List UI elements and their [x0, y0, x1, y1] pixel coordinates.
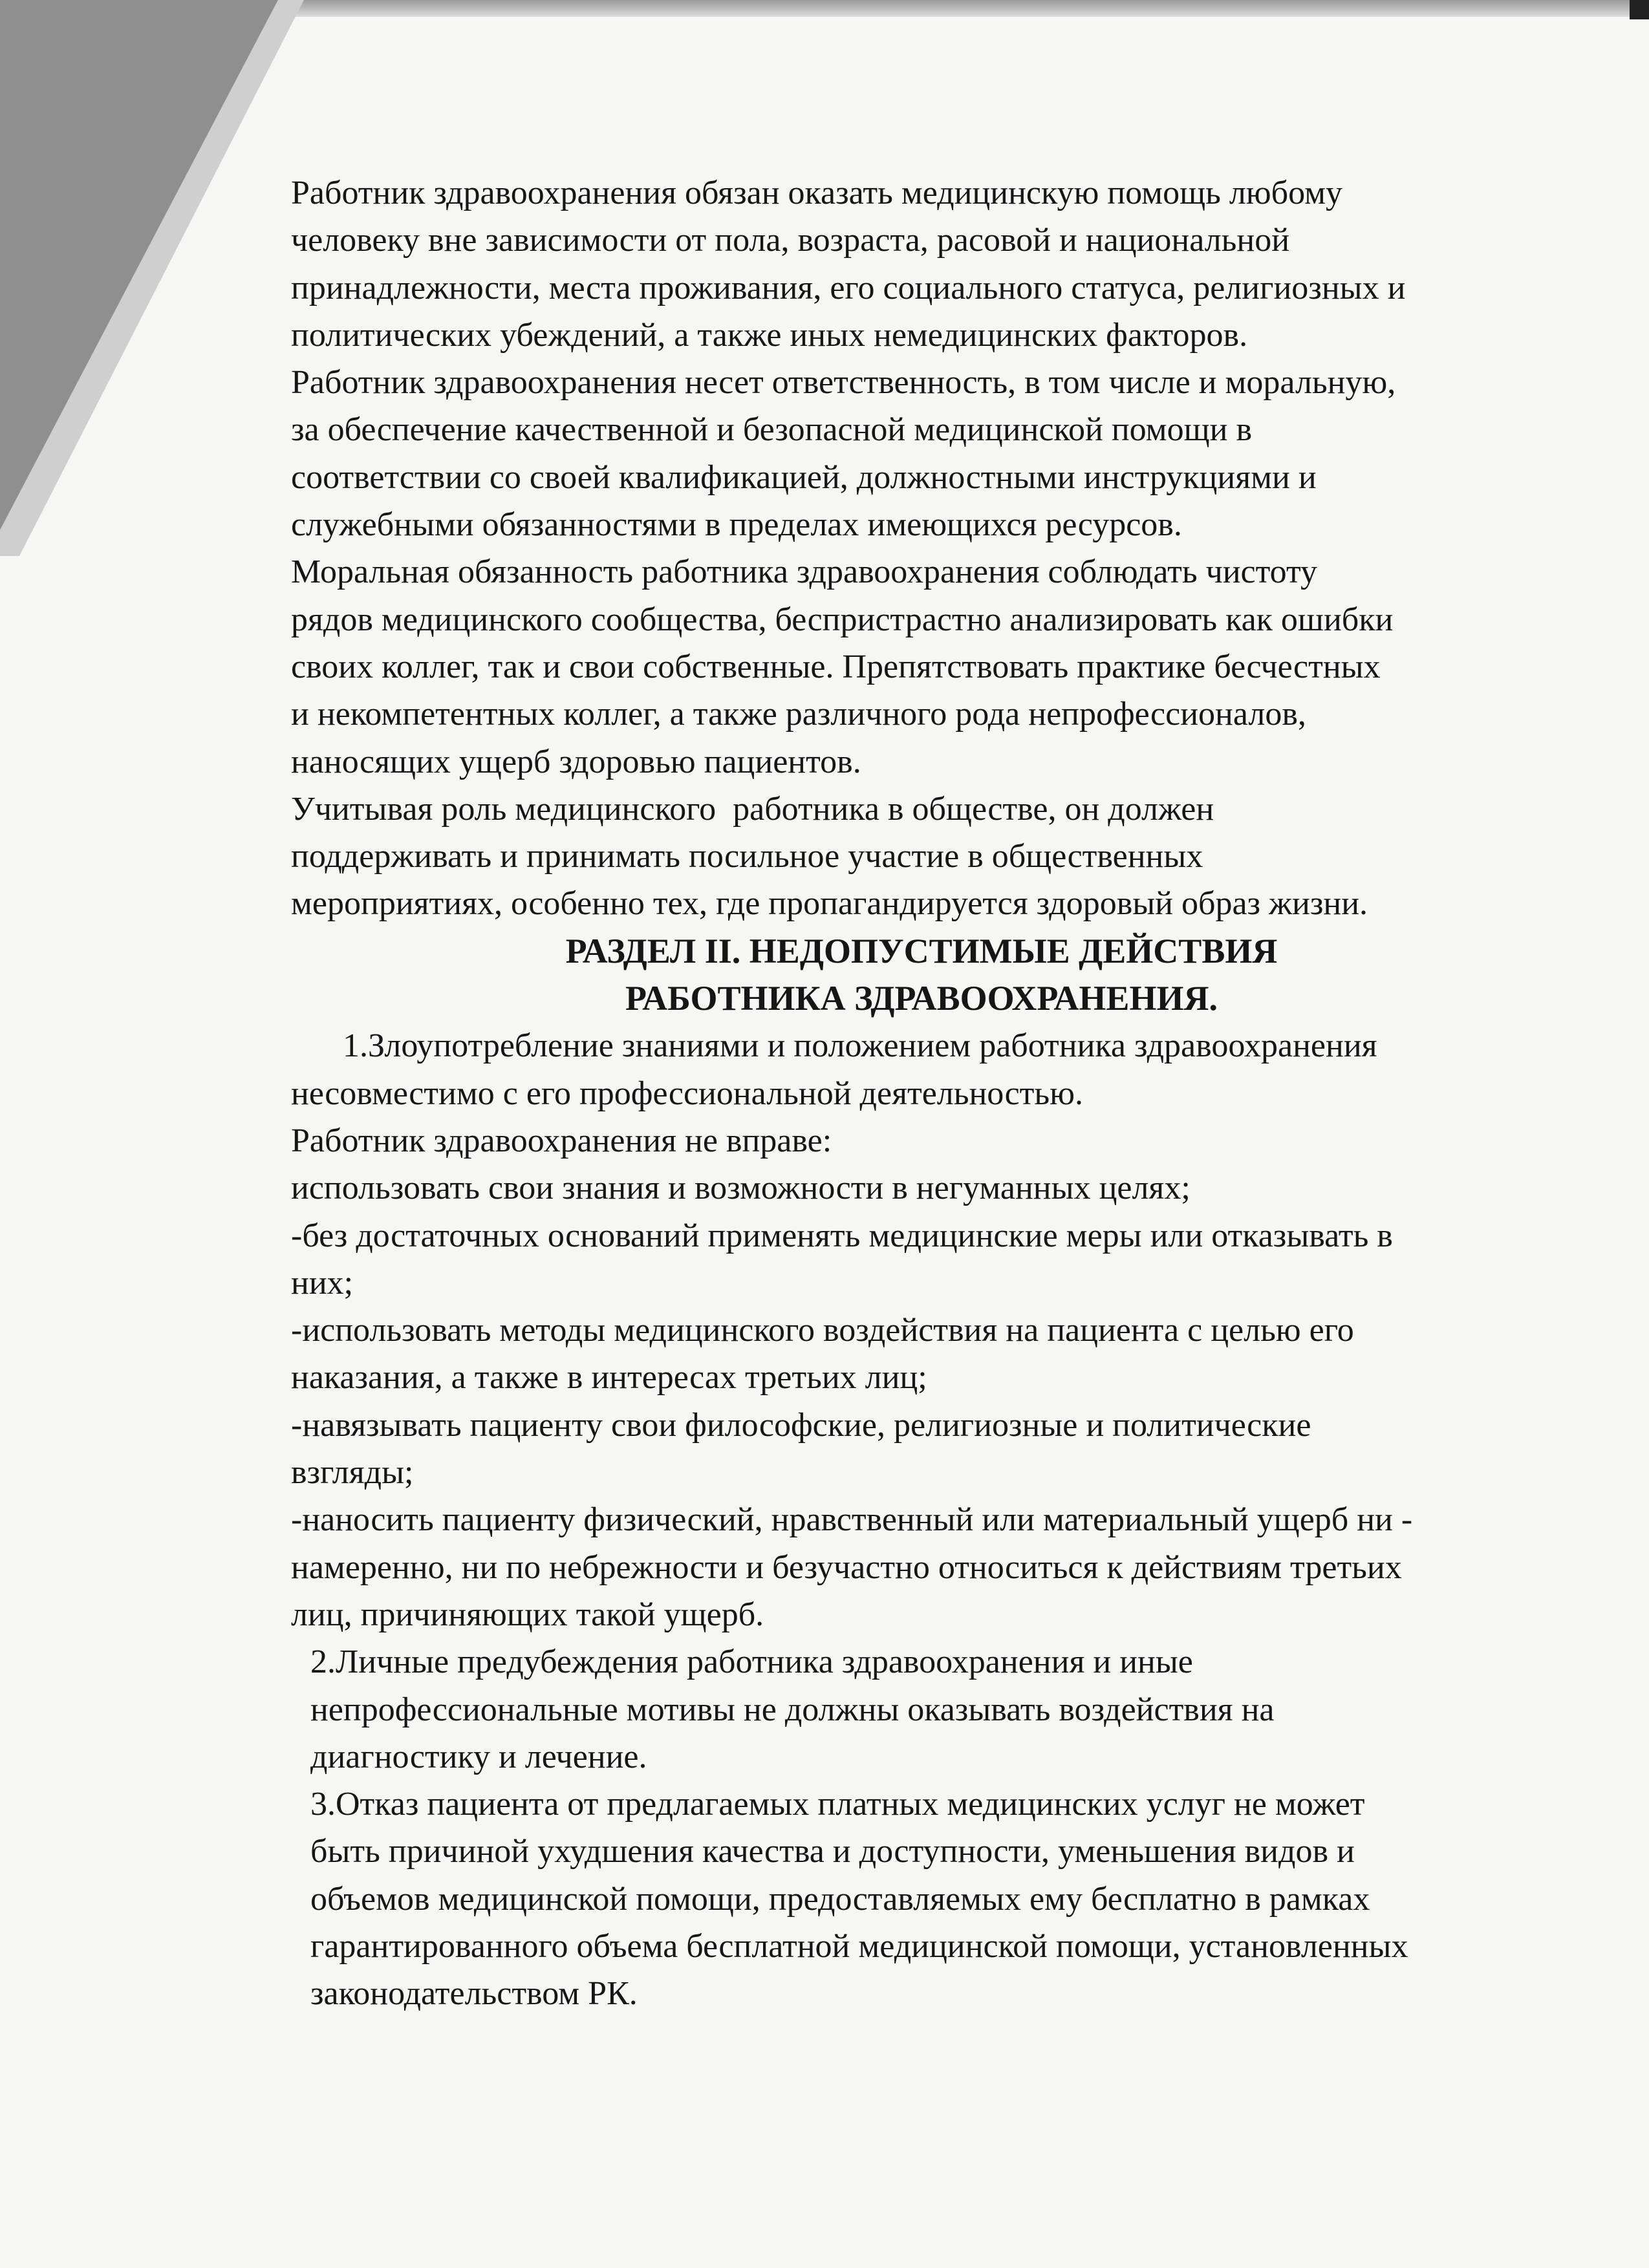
text-line: наносящих ущерб здоровью пациентов.: [291, 743, 861, 780]
text-line: принадлежности, места проживания, его социального статуса, религиозных и: [291, 269, 1406, 306]
text-line: соответствии со своей квалификацией, должностными инструкциями и: [291, 458, 1317, 496]
list-item-1: 1.Злоупотребление знаниями и положением работника здравоохранения: [343, 1027, 1377, 1065]
text-line: -наносить пациенту физический, нравственный или материальный ущерб ни -: [291, 1501, 1413, 1539]
text-line: -навязывать пациенту свои философские, религиозные и политические: [291, 1406, 1311, 1444]
text-line: непрофессиональные мотивы не должны оказывать воздействия на: [310, 1691, 1275, 1728]
section-heading: РАБОТНИКА ЗДРАВООХРАНЕНИЯ.: [625, 979, 1218, 1018]
text-line: намеренно, ни по небрежности и безучастно относиться к действиям третьих: [291, 1548, 1402, 1586]
text-line: мероприятиях, особенно тех, где пропагандируется здоровый образ жизни.: [291, 885, 1368, 923]
text-line: человеку вне зависимости от пола, возраста, расовой и национальной: [291, 222, 1290, 259]
text-line: Работник здравоохранения несет ответственность, в том числе и моральную,: [291, 364, 1396, 401]
text-line: служебными обязанностями в пределах имеющихся ресурсов.: [291, 506, 1182, 544]
text-line: них;: [291, 1264, 354, 1301]
text-line: Моральная обязанность работника здравоохранения соблюдать чистоту: [291, 553, 1318, 591]
text-line: несовместимо с его профессиональной деятельностью.: [291, 1075, 1083, 1112]
text-line: рядов медицинского сообщества, беспристрастно анализировать как ошибки: [291, 601, 1394, 638]
text-line: поддерживать и принимать посильное участие в общественных: [291, 838, 1203, 875]
list-item-3: 3.Отказ пациента от предлагаемых платных медицинских услуг не может: [310, 1786, 1365, 1823]
text-line: законодательством РК.: [310, 1975, 638, 2013]
text-line: Работник здравоохранения обязан оказать медицинскую помощь любому: [291, 175, 1343, 211]
scanner-corner-mark: [1630, 0, 1649, 19]
text-line: своих коллег, так и свои собственные. Препятствовать практике бесчестных: [291, 648, 1381, 685]
document-body: [291, 169, 1552, 2018]
text-line: взгляды;: [291, 1454, 414, 1492]
text-line: Учитывая роль медицинского работника в обществе, он должен: [291, 790, 1214, 828]
text-line: использовать свои знания и возможности в негуманных целях;: [291, 1170, 1191, 1207]
text-line: быть причиной ухудшения качества и доступности, уменьшения видов и: [310, 1833, 1355, 1870]
section-heading: РАЗДЕЛ II. НЕДОПУСТИМЫЕ ДЕЙСТВИЯ: [565, 931, 1278, 970]
text-line: политических убеждений, а также иных немедицинских факторов.: [291, 316, 1248, 354]
list-item-2: 2.Личные предубеждения работника здравоохранения и иные: [310, 1643, 1193, 1681]
text-line: и некомпетентных коллег, а также различного рода непрофессионалов,: [291, 696, 1306, 733]
text-line: гарантированного объема бесплатной медицинской помощи, установленных: [310, 1927, 1408, 1965]
text-line: Работник здравоохранения не вправе:: [291, 1122, 832, 1159]
text-line: -использовать методы медицинского воздействия на пациента с целью его: [291, 1312, 1354, 1349]
text-line: наказания, а также в интересах третьих лиц;: [291, 1359, 927, 1396]
text-line: за обеспечение качественной и безопасной медицинской помощи в: [291, 411, 1253, 449]
text-line: лиц, причиняющих такой ущерб.: [291, 1596, 764, 1633]
text-line: объемов медицинской помощи, предоставляемых ему бесплатно в рамках: [310, 1880, 1370, 1918]
text-line: -без достаточных оснований применять медицинские меры или отказывать в: [291, 1217, 1393, 1254]
text-line: диагностику и лечение.: [310, 1738, 647, 1775]
